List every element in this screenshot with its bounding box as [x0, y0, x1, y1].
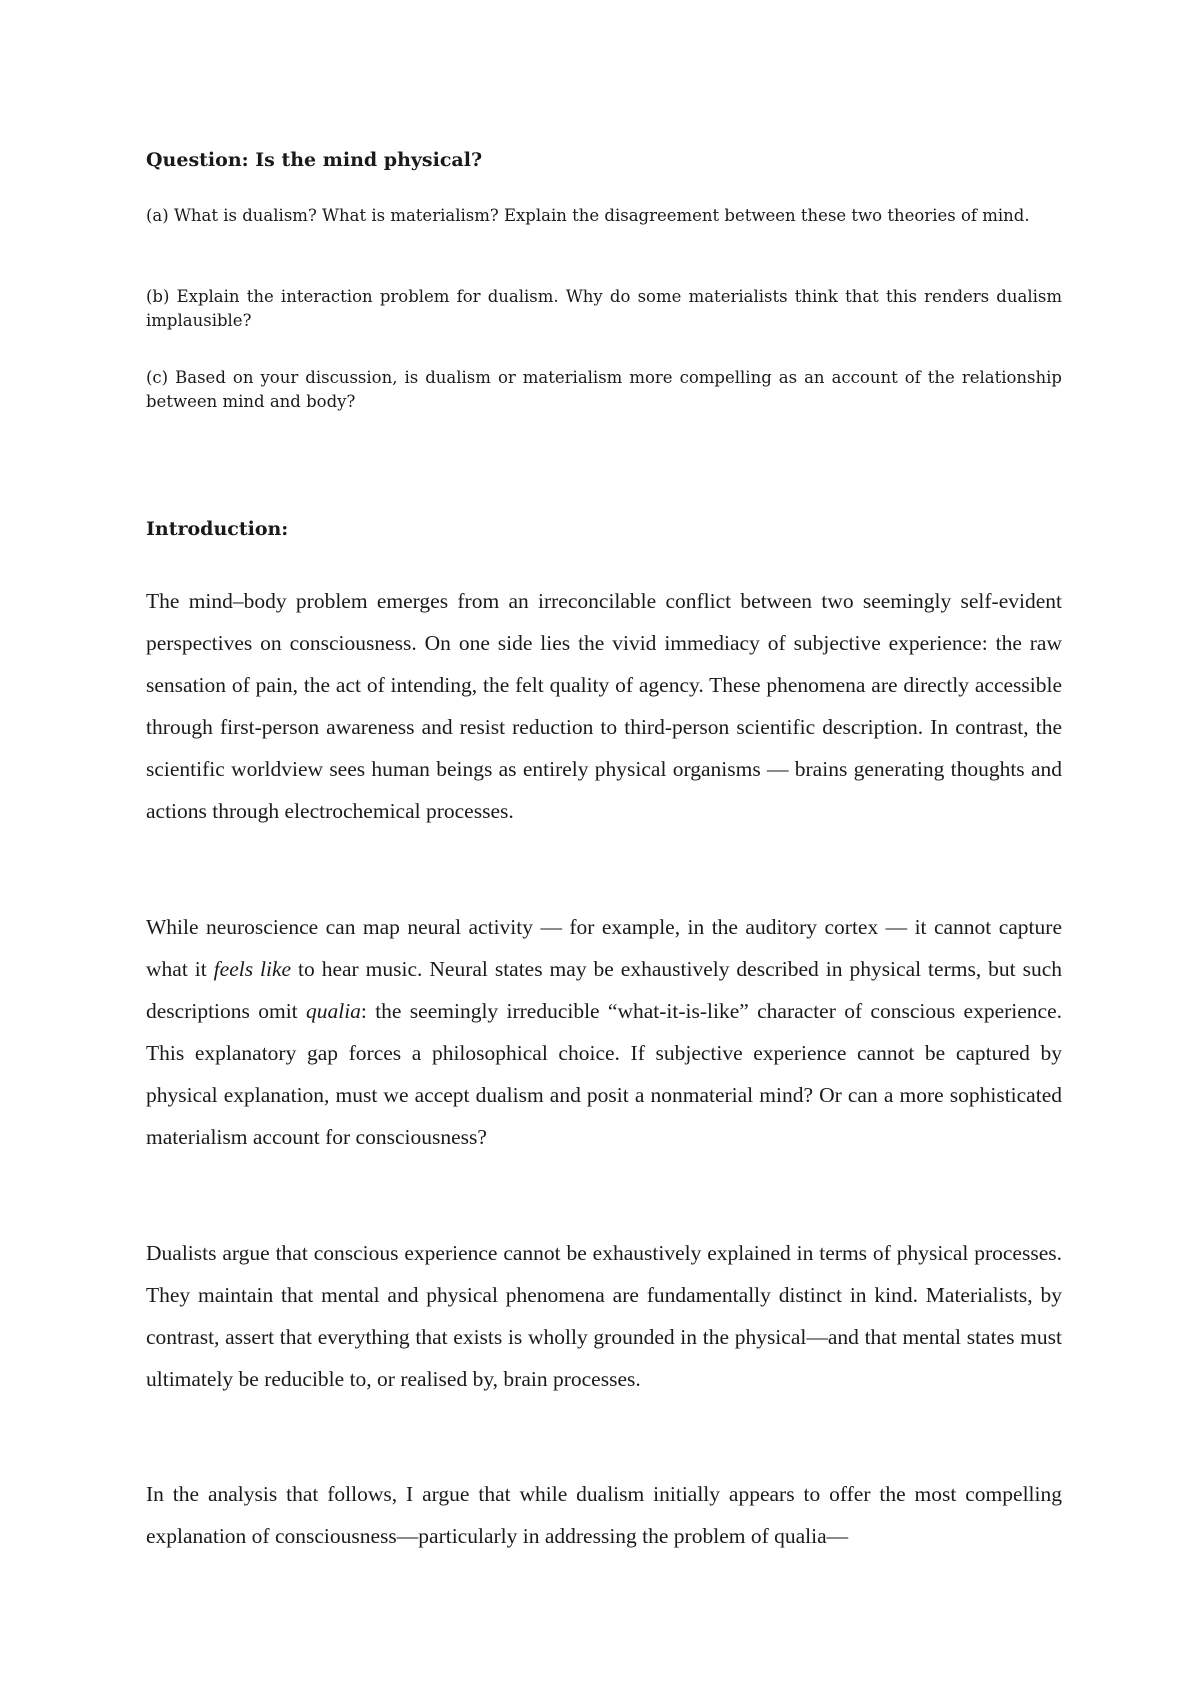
question-title: Question: Is the mind physical?: [146, 149, 483, 171]
introduction-paragraph-3: Dualists argue that conscious experience cannot be exhaustively explained in terms of physical processes. They maintain that mental and physical phenomena are fundamentally distinct in kind. Materialists, by contrast, assert that everything that exists is wholly grounded in the physical—and that mental states must ultimately be reducible to, or realised by, brain processes.: [146, 1241, 1062, 1391]
introduction-paragraph-1: The mind–body problem emerges from an irreconcilable conflict between two seemingly self-evident perspectives on consciousness. On one side lies the vivid immediacy of subjective experience: the raw sensation of pain, the act of intending, the felt quality of agency. These phenomena are directly accessible through first-person awareness and resist reduction to third-person scientific description. In contrast, the scientific worldview sees human beings as entirely physical organisms — brains generating thoughts and actions through electrochemical processes.: [146, 589, 1062, 823]
emphasis-feels-like: feels like: [213, 957, 292, 981]
paragraph-2-text-2: to hear music. Neural states may be exhaustively described in physical terms, but such descriptions omit: [146, 957, 1062, 1023]
introduction-paragraph-4: In the analysis that follows, I argue that while dualism initially appears to offer the most compelling explanation of consciousness—particularly in addressing the problem of qualia—: [146, 1482, 1062, 1548]
question-item-c: (c) Based on your discussion, is dualism or materialism more compelling as an account of the relationship between mind and body?: [146, 368, 1062, 411]
paragraph-2-text-3: : the seemingly irreducible “what-it-is-like” character of conscious experience. This explanatory gap forces a philosophical choice. If subjective experience cannot be captured by physical explanation, must we accept dualism and posit a nonmaterial mind? Or can a more sophisticated materialism account for consciousness?: [146, 999, 1063, 1149]
introduction-heading: Introduction:: [146, 518, 289, 540]
paragraph-2-text-1: While neuroscience can map neural activity — for example, in the auditory cortex — it cannot capture what it: [146, 915, 1062, 981]
question-item-b: (b) Explain the interaction problem for dualism. Why do some materialists think that this renders dualism implausible?: [146, 287, 1062, 330]
introduction-paragraph-2: [146, 906, 1062, 1158]
emphasis-qualia: qualia: [305, 999, 361, 1023]
question-item-a: (a) What is dualism? What is materialism? Explain the disagreement between these two theories of mind.: [146, 206, 1030, 225]
